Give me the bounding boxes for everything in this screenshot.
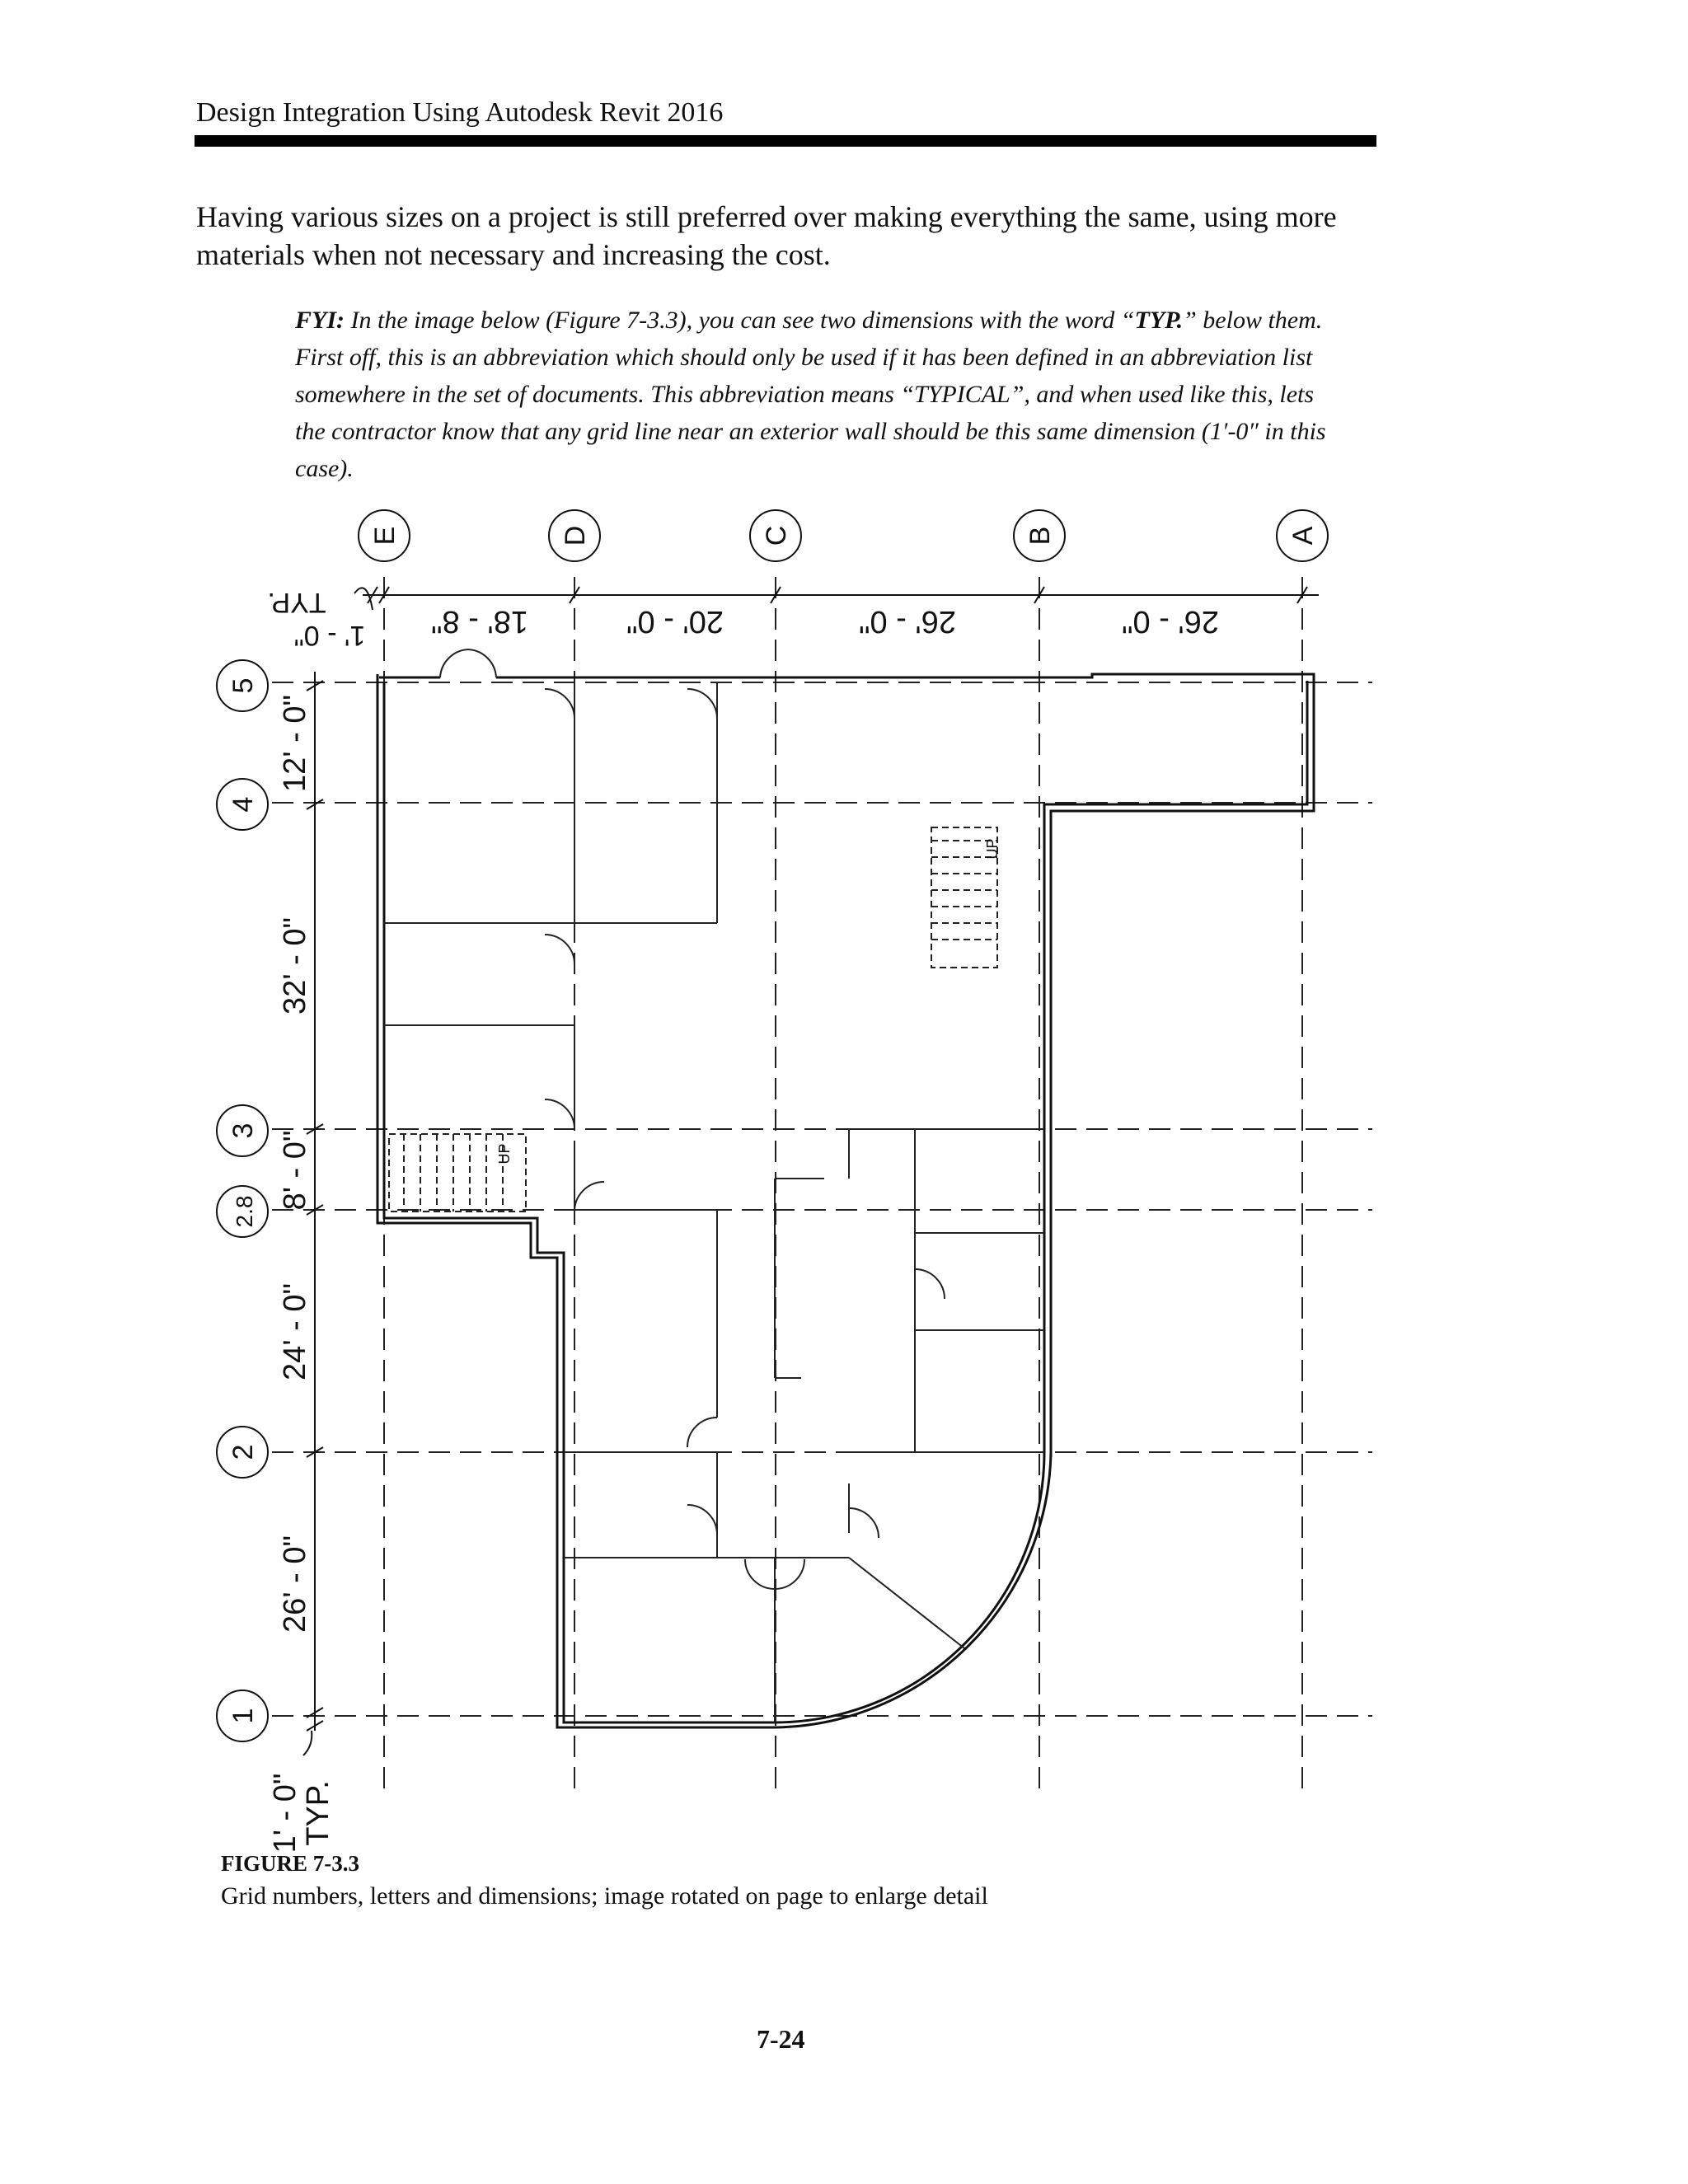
grid-bubble-3: [217, 1105, 268, 1156]
top-dim-typ-value: 1' - 0": [293, 620, 366, 651]
grid-number-4: 4: [227, 796, 259, 813]
fyi-text-before: In the image below (Figure 7-3.3), you can see two dimensions with the word “: [345, 307, 1135, 334]
left-dim-5-4: 12' - 0": [278, 695, 312, 792]
bottom-typ-label: TYP.: [301, 1780, 335, 1846]
stair-west-up-label: UP: [496, 1143, 513, 1165]
grid-bubble-A: [1277, 510, 1328, 561]
grid-bubble-2: [217, 1427, 268, 1478]
fyi-label: FYI:: [295, 307, 345, 334]
page-header-title: Design Integration Using Autodesk Revit 2016: [196, 97, 724, 128]
grid-number-5: 5: [227, 677, 259, 694]
grid-bubble-1: [217, 1690, 268, 1741]
top-typ-label: TYP.: [267, 587, 326, 618]
top-dim-D-C: 20' - 0": [626, 604, 724, 639]
grid-letter-E: E: [369, 526, 401, 546]
fyi-typ: TYP.: [1134, 307, 1184, 334]
grid-bubble-5: [217, 660, 268, 711]
grid-letter-D: D: [560, 525, 591, 546]
door-swings: [440, 649, 945, 1589]
grid-bubble-C: [750, 510, 801, 561]
grid-letter-C: C: [761, 525, 792, 546]
page-number: 7-24: [757, 2024, 805, 2054]
grid-number-2: 2: [227, 1444, 259, 1460]
stair-east-up-label: UP: [984, 838, 1001, 860]
grid-bubble-B: [1014, 510, 1065, 561]
left-dim-3-2-8: 8' - 0": [278, 1130, 312, 1211]
grid-bubble-4: [217, 779, 268, 830]
top-dim-C-B: 26' - 0": [859, 604, 956, 639]
left-dim-2-1: 26' - 0": [278, 1535, 312, 1633]
top-dim-E-D: 18' - 8": [431, 604, 528, 639]
grid-bubble-D: [549, 510, 600, 561]
figure-caption: Grid numbers, letters and dimensions; image rotated on page to enlarge detail: [221, 1882, 988, 1910]
grid-number-1: 1: [227, 1708, 259, 1724]
top-dim-B-A: 26' - 0": [1122, 604, 1219, 639]
left-dim-4-3: 32' - 0": [278, 917, 312, 1015]
grid-number-2-8: 2.8: [232, 1195, 257, 1228]
fyi-text-after: ” below them. First off, this is an abbreviation which should only be used if it has been defined in an abbreviation list somewhere in the set of documents. This abbreviation means “TYPICAL”, and when used like this, lets the contractor know that any grid line near an exterior wall should be this same dimension (1′-0″ in this case).: [295, 307, 1326, 482]
grid-letter-A: A: [1287, 526, 1319, 546]
grid-letter-B: B: [1025, 526, 1056, 546]
grid-bubble-2-8: [217, 1186, 268, 1237]
bottom-dim-typ-value: 1' - 0": [268, 1773, 302, 1854]
exterior-walls: [377, 674, 1314, 1727]
grid-number-3: 3: [227, 1122, 259, 1139]
body-paragraph: Having various sizes on a project is still preferred over making everything the same, using more materials when not necessary and increasing the cost.: [196, 200, 1337, 271]
figure-label: FIGURE 7-3.3: [221, 1851, 359, 1876]
interior-walls: [384, 682, 1044, 1722]
left-dim-2-8-2: 24' - 0": [278, 1283, 312, 1380]
grid-bubble-E: [359, 510, 410, 561]
